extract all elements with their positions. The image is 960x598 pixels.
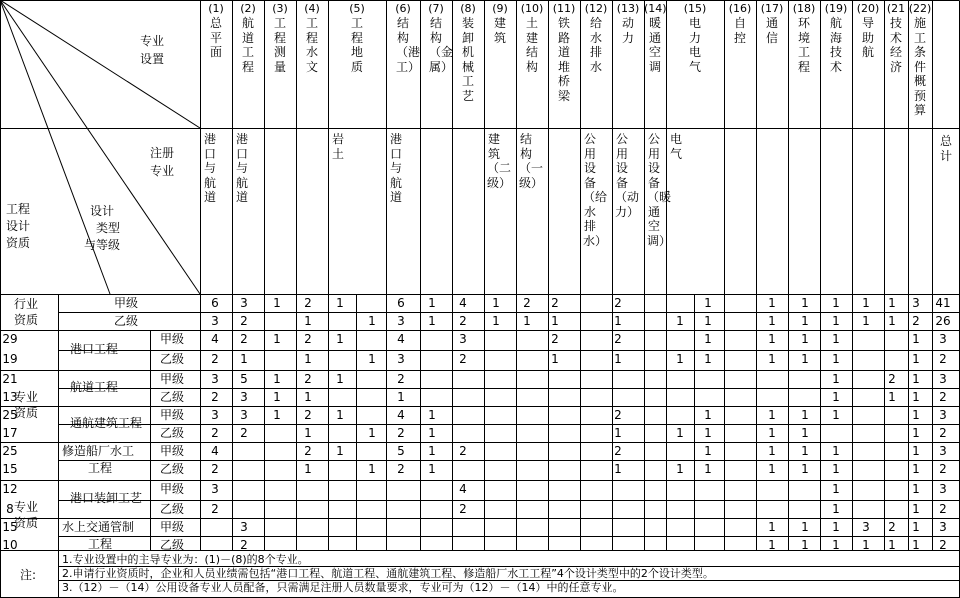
column-label: 结构（港工） [396,16,421,74]
data-cell: 1 [336,444,344,458]
column-number: (11) [552,2,576,15]
data-cell: 2 [240,314,248,328]
column-registration: 港口与航道 [389,132,402,204]
column-registration: 岩土 [331,132,344,161]
data-cell: 2 [304,408,312,422]
data-cell: 1 [832,502,840,516]
grade-label: 乙级 [160,390,185,404]
column-number: (16) [728,2,752,15]
data-cell: 1 [832,408,840,422]
data-cell: 1 [832,352,840,366]
column-registration: 公用设备（暖通空调） [647,132,672,248]
data-cell: 1 [912,462,920,476]
data-cell: 1 [523,314,531,328]
data-cell: 1 [336,372,344,386]
group-name: 资质 [14,516,39,530]
data-cell: 1 [801,352,809,366]
grade-label: 甲级 [160,332,185,346]
data-cell: 4 [459,296,467,310]
column-label: 工程测量 [273,16,286,74]
column-label: 土建结构 [525,16,538,74]
data-cell: 1 [336,332,344,346]
data-cell: 3 [939,444,947,458]
data-cell: 1 [912,538,920,552]
data-cell: 1 [801,314,809,328]
data-cell: 1 [768,352,776,366]
data-cell: 2 [240,332,248,346]
column-number: (13) [616,2,640,15]
data-cell: 1 [768,520,776,534]
data-cell: 1 [912,352,920,366]
data-cell: 2 [939,352,947,366]
data-cell: 1 [614,426,622,440]
data-cell: 1 [676,314,684,328]
data-cell: 3 [459,332,467,346]
grade-label: 乙级 [160,426,185,440]
column-label: 航海技术 [829,16,842,74]
data-cell: 4 [459,482,467,496]
sub-type-name: 水上交通管制 [62,520,135,534]
data-cell: 3 [240,296,248,310]
data-cell: 2 [240,426,248,440]
note-line: 1.专业设置中的主导专业为：(1)－(8)的8个专业。 [62,553,309,566]
data-cell: 1 [428,462,436,476]
column-label: 自控 [733,16,746,45]
data-cell: 1 [304,314,312,328]
column-number: (21 [886,2,906,15]
grade-label: 乙级 [160,502,185,516]
grade-label: 乙级 [114,314,139,328]
data-cell: 5 [240,372,248,386]
data-cell: 3 [397,352,405,366]
grade-label: 甲级 [160,408,185,422]
corner-diagonal [0,0,200,128]
column-label: 工程地质 [350,16,363,74]
note-line: 3.（12）－（14）公用设备专业人员配备，只需满足注册人员数量要求，专业可为（12）－（14）中的任意专业。 [62,581,624,594]
data-cell: 2 [459,314,467,328]
column-label: 动力 [621,16,634,45]
data-cell: 1 [273,332,281,346]
data-cell: 1 [768,462,776,476]
grade-label: 甲级 [160,482,185,496]
column-number: (12) [584,2,608,15]
column-label: 装卸机械工艺 [461,16,474,103]
data-cell: 1 [768,408,776,422]
data-cell: 1 [832,314,840,328]
data-cell: 2 [304,332,312,346]
data-cell: 1 [304,462,312,476]
column-label: 环境工程 [797,16,810,74]
column-label: 工程水文 [305,16,318,74]
corner-gongcheng-zizhi: 资质 [6,236,31,250]
data-cell: 2 [614,296,622,310]
notes-label: 注: [20,568,37,582]
column-number: (7) [428,2,444,15]
sub-type-name: 通航建筑工程 [70,416,143,430]
data-cell: 1 [862,296,870,310]
data-cell: 29 [2,332,18,346]
column-registration: 公用设备（给水排水） [583,132,608,248]
data-cell: 1 [273,296,281,310]
column-label: 给水排水 [589,16,602,74]
data-cell: 1 [832,390,840,404]
data-cell: 2 [551,296,559,310]
grade-label: 甲级 [114,296,139,310]
data-cell: 1 [704,296,712,310]
data-cell: 1 [336,296,344,310]
column-label: 铁路道堆桥梁 [557,16,570,103]
column-number: (8) [460,2,476,15]
column-registration: 港口与航道 [235,132,248,204]
data-cell: 1 [832,482,840,496]
data-cell: 25 [2,408,18,422]
data-cell: 1 [492,296,500,310]
data-cell: 25 [2,444,18,458]
data-cell: 1 [704,444,712,458]
data-cell: 1 [768,314,776,328]
data-cell: 8 [6,502,14,516]
grade-label: 甲级 [160,520,185,534]
data-cell: 1 [428,444,436,458]
data-cell: 1 [614,314,622,328]
data-cell: 1 [832,538,840,552]
data-cell: 4 [397,408,405,422]
data-cell: 3 [211,314,219,328]
sub-type-name: 工程 [88,537,113,551]
column-number: (1) [208,2,224,15]
column-label: 总平面 [209,16,222,59]
column-number: (18) [792,2,816,15]
data-cell: 1 [888,390,896,404]
data-cell: 15 [2,462,18,476]
data-cell: 1 [801,332,809,346]
grade-label: 乙级 [160,352,185,366]
data-cell: 2 [888,372,896,386]
sub-type-name: 航道工程 [70,380,119,394]
data-cell: 2 [939,502,947,516]
column-number: (20) [856,2,880,15]
column-label: 施工条件概预算 [913,16,926,117]
group-name: 专业 [14,390,39,404]
data-cell: 1 [768,296,776,310]
data-cell: 3 [211,372,219,386]
data-cell: 2 [397,462,405,476]
data-cell: 1 [336,408,344,422]
data-cell: 1 [614,462,622,476]
data-cell: 2 [939,462,947,476]
data-cell: 1 [304,426,312,440]
data-cell: 1 [676,426,684,440]
data-cell: 2 [211,502,219,516]
column-label: 导助航 [861,16,874,59]
corner-sheji-leixing: 设计 [90,204,115,218]
data-cell: 1 [273,390,281,404]
data-cell: 6 [397,296,405,310]
data-cell: 3 [211,482,219,496]
data-cell: 2 [304,296,312,310]
data-cell: 2 [459,352,467,366]
grade-label: 乙级 [160,538,185,552]
data-cell: 1 [888,538,896,552]
data-cell: 1 [614,352,622,366]
data-cell: 13 [2,390,18,404]
data-cell: 1 [801,296,809,310]
data-cell: 1 [862,538,870,552]
data-cell: 1 [704,462,712,476]
column-number: (9) [492,2,508,15]
data-cell: 2 [523,296,531,310]
data-cell: 21 [2,372,18,386]
column-number: (6) [395,2,411,15]
data-cell: 2 [551,332,559,346]
data-cell: 1 [912,482,920,496]
data-cell: 1 [832,520,840,534]
column-number: (19) [824,2,848,15]
data-cell: 15 [2,520,18,534]
data-cell: 2 [211,426,219,440]
data-cell: 2 [459,502,467,516]
column-number: (22) [908,2,932,15]
data-cell: 1 [912,390,920,404]
sub-type-name: 工程 [88,461,113,475]
column-registration: 电气 [669,132,682,161]
data-cell: 1 [676,462,684,476]
data-cell: 4 [211,332,219,346]
data-cell: 1 [492,314,500,328]
data-cell: 2 [211,462,219,476]
data-cell: 1 [428,314,436,328]
data-cell: 1 [368,314,376,328]
corner-gongcheng-zizhi: 工程 [6,202,31,216]
data-cell: 1 [397,390,405,404]
data-cell: 1 [832,372,840,386]
group-name: 资质 [14,313,39,327]
data-cell: 2 [304,372,312,386]
note-line: 2.申请行业资质时，企业和人员业绩需包括“港口工程、航道工程、通航建筑工程、修造船厂水工工程”4个设计类型中的2个设计类型。 [62,567,714,580]
corner-zhuanye-shezhi: 专业 [140,34,165,48]
data-cell: 3 [912,296,920,310]
data-cell: 1 [768,426,776,440]
data-cell: 2 [397,426,405,440]
data-cell: 26 [935,314,951,328]
data-cell: 1 [704,332,712,346]
data-cell: 1 [768,538,776,552]
data-cell: 1 [428,408,436,422]
data-cell: 2 [397,372,405,386]
data-cell: 1 [704,408,712,422]
data-cell: 4 [211,444,219,458]
data-cell: 5 [397,444,405,458]
data-cell: 6 [211,296,219,310]
data-cell: 1 [551,352,559,366]
data-cell: 1 [888,296,896,310]
grade-label: 甲级 [160,372,185,386]
data-cell: 1 [768,444,776,458]
data-cell: 2 [614,444,622,458]
data-cell: 1 [428,426,436,440]
data-cell: 2 [304,444,312,458]
group-name: 专业 [14,500,39,514]
corner-sheji-leixing: 与等级 [84,238,121,252]
corner-zhuanye-shezhi: 设置 [140,52,165,66]
sub-type-name: 修造船厂水工 [62,444,135,458]
column-number: (3) [272,2,288,15]
column-registration: 结构（一级） [519,132,544,190]
column-number: (14) [644,2,667,15]
data-cell: 17 [2,426,18,440]
data-cell: 3 [211,408,219,422]
column-number: (10) [520,2,544,15]
data-cell: 1 [801,520,809,534]
group-name: 资质 [14,406,39,420]
data-cell: 1 [912,332,920,346]
column-registration: 公用设备（动力） [615,132,640,219]
data-cell: 2 [614,332,622,346]
data-cell: 12 [2,482,18,496]
column-registration: 港口与航道 [203,132,216,204]
grade-label: 甲级 [160,444,185,458]
data-cell: 3 [397,314,405,328]
sub-type-name: 港口装卸工艺 [70,491,143,505]
corner-zhuce-zhuanye: 注册 [150,146,175,160]
data-cell: 3 [939,408,947,422]
data-cell: 1 [801,538,809,552]
data-cell: 2 [939,390,947,404]
column-label: 建筑 [493,16,506,45]
column-number: (17) [760,2,784,15]
data-cell: 1 [801,444,809,458]
data-cell: 1 [368,462,376,476]
column-label: 技术经济 [889,16,902,74]
data-cell: 1 [801,408,809,422]
data-cell: 41 [935,296,951,310]
data-cell: 1 [888,314,896,328]
total-header: 总计 [939,134,952,163]
grade-label: 乙级 [160,462,185,476]
data-cell: 2 [459,444,467,458]
data-cell: 2 [240,538,248,552]
corner-sheji-leixing: 类型 [96,221,121,235]
corner-gongcheng-zizhi: 设计 [6,219,31,233]
sub-type-name: 港口工程 [70,342,119,356]
data-cell: 2 [939,426,947,440]
data-cell: 1 [273,372,281,386]
data-cell: 1 [832,462,840,476]
group-name: 行业 [14,297,39,311]
data-cell: 1 [862,314,870,328]
column-label: 结构（金属） [429,16,454,74]
data-cell: 1 [240,352,248,366]
data-cell: 1 [704,352,712,366]
data-cell: 3 [939,482,947,496]
data-cell: 4 [397,332,405,346]
data-cell: 1 [912,408,920,422]
data-cell: 2 [912,314,920,328]
data-cell: 1 [768,332,776,346]
column-number: (15) [683,2,707,15]
data-cell: 1 [368,426,376,440]
data-cell: 2 [614,408,622,422]
data-cell: 3 [939,332,947,346]
data-cell: 1 [801,462,809,476]
data-cell: 1 [704,426,712,440]
data-cell: 3 [240,408,248,422]
data-cell: 1 [832,332,840,346]
data-cell: 10 [2,538,18,552]
data-cell: 1 [304,390,312,404]
column-number: (2) [240,2,256,15]
data-cell: 3 [939,372,947,386]
data-cell: 19 [2,352,18,366]
corner-zhuce-zhuanye: 专业 [150,164,175,178]
data-cell: 1 [912,372,920,386]
data-cell: 1 [912,502,920,516]
data-cell: 2 [211,352,219,366]
data-cell: 3 [240,390,248,404]
data-cell: 1 [912,520,920,534]
data-cell: 1 [428,296,436,310]
column-number: (4) [304,2,320,15]
column-label: 航道工程 [241,16,254,74]
data-cell: 1 [304,352,312,366]
data-cell: 1 [801,426,809,440]
data-cell: 1 [832,296,840,310]
data-cell: 1 [273,408,281,422]
data-cell: 2 [888,520,896,534]
data-cell: 1 [551,314,559,328]
column-label: 电力电气 [688,16,701,74]
data-cell: 1 [912,444,920,458]
data-cell: 3 [240,520,248,534]
data-cell: 1 [676,352,684,366]
data-cell: 1 [704,314,712,328]
data-cell: 2 [939,538,947,552]
column-number: (5) [349,2,365,15]
column-label: 通信 [765,16,778,45]
data-cell: 1 [832,444,840,458]
column-label: 暖通空调 [648,16,661,74]
data-cell: 1 [912,426,920,440]
data-cell: 1 [368,352,376,366]
data-cell: 3 [939,520,947,534]
column-registration: 建筑（二级） [487,132,512,190]
data-cell: 3 [862,520,870,534]
data-cell: 2 [211,390,219,404]
